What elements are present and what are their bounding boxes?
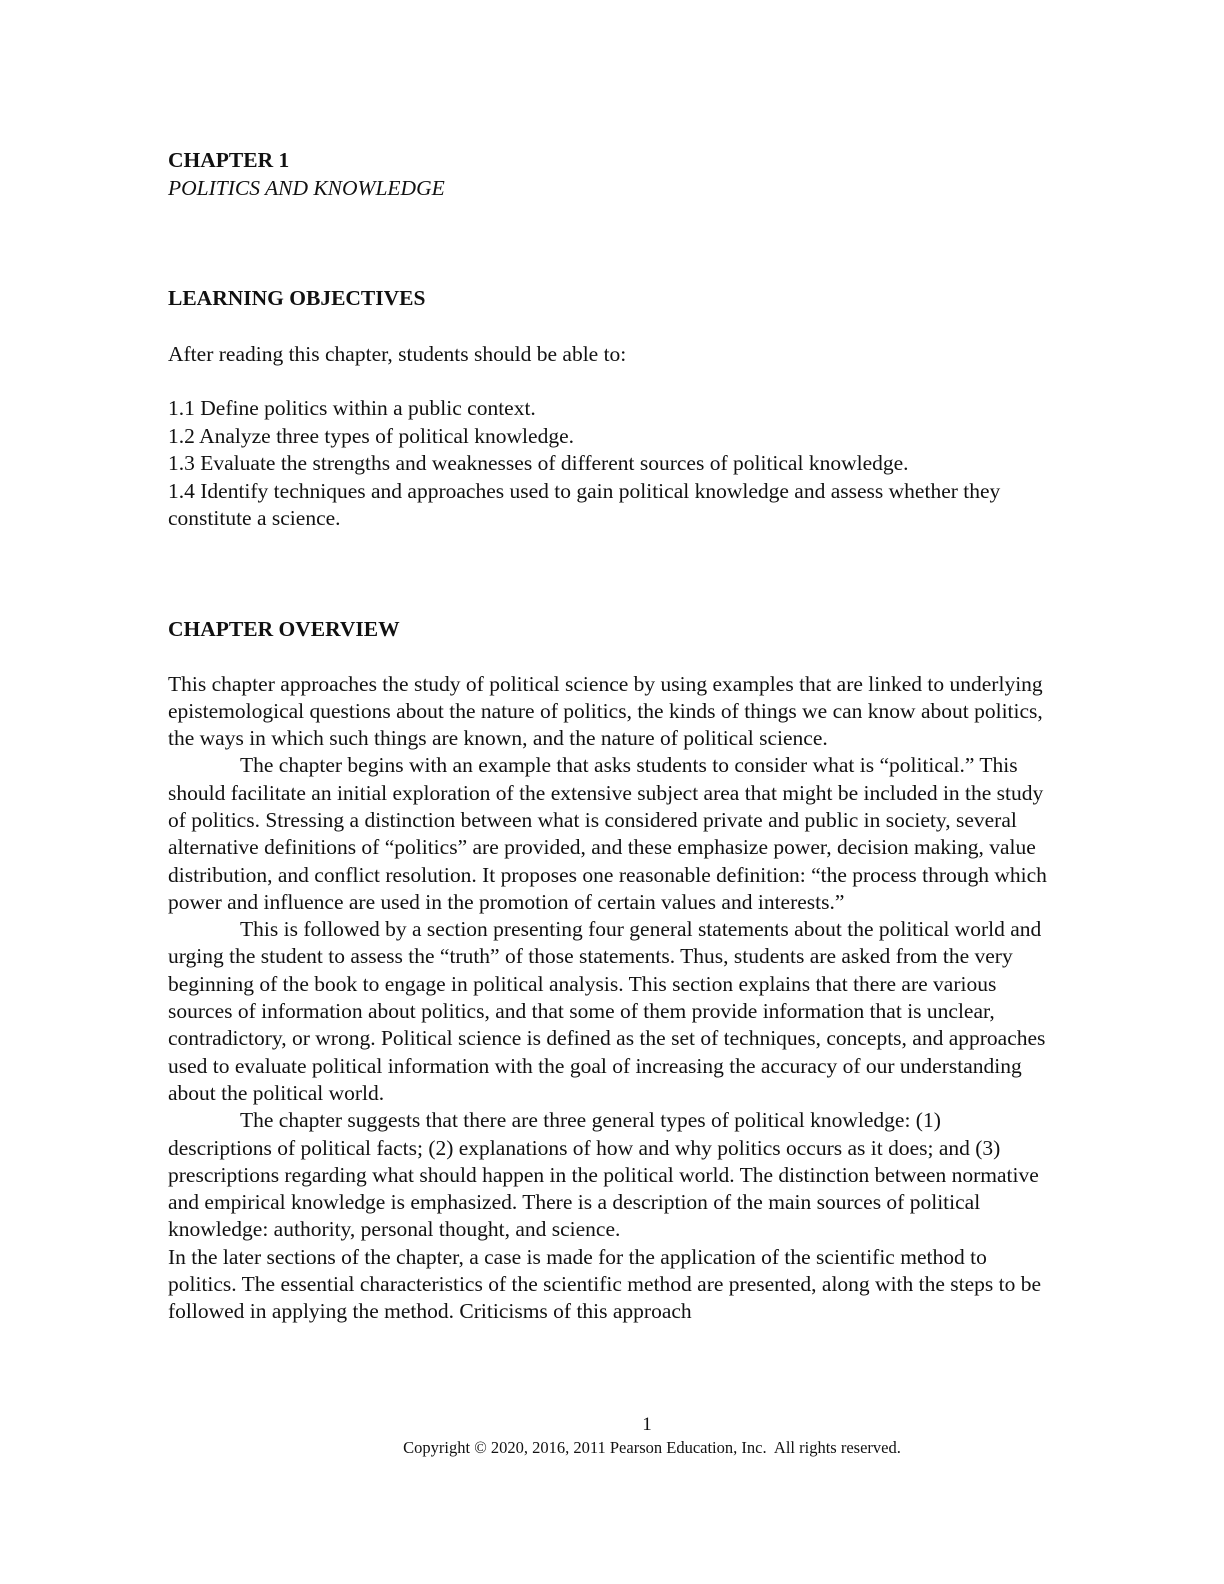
page-number: 1 — [642, 1414, 652, 1435]
objective-item: 1.4 Identify techniques and approaches used to gain political knowledge and assess whether they constitute a science. — [168, 478, 1001, 530]
learning-objectives-intro: After reading this chapter, students should be able to: — [168, 342, 627, 366]
overview-paragraph: This is followed by a section presenting four general statements about the political world and urging the student to assess the “truth” of those statements. Thus, students are asked from the very beginning of the book to engage in political analysis. This section explains that there are various sources of information about politics, and that some of them provide information that is unclear, contradictory, or wrong. Political science is defined as the set of techniques, concepts, and approaches used to evaluate political information with the goal of increasing the accuracy of our understanding about the political world. — [168, 917, 1046, 1105]
page-content — [168, 146, 1048, 1326]
objective-item: 1.2 Analyze three types of political knowledge. — [168, 423, 574, 448]
overview-paragraph: This chapter approaches the study of political science by using examples that are linked to underlying epistemological questions about the nature of politics, the kinds of things we can know about politics, the ways in which such things are known, and the nature of political science. — [168, 671, 1043, 751]
objective-item: 1.1 Define politics within a public context. — [168, 396, 536, 420]
learning-objectives-heading: LEARNING OBJECTIVES — [168, 286, 426, 310]
chapter-overview-body — [168, 671, 1048, 1326]
overview-paragraph: The chapter begins with an example that asks students to consider what is “political.” This should facilitate an initial exploration of the extensive subject area that might be included in the study of politics. Stressing a distinction between what is considered private and public in society, several alternative definitions of “politics” are provided, and these emphasize power, decision making, value distribution, and conflict resolution. It proposes one reasonable definition: “the process through which power and influence are used in the promotion of certain values and interests.” — [168, 753, 1047, 914]
learning-objectives-list — [168, 395, 1048, 533]
copyright-notice: Copyright © 2020, 2016, 2011 Pearson Education, Inc. All rights reserved. — [403, 1438, 901, 1457]
chapter-overview-heading: CHAPTER OVERVIEW — [168, 616, 400, 641]
objective-item: 1.3 Evaluate the strengths and weaknesses of different sources of political knowledge. — [168, 451, 909, 475]
overview-paragraph: In the later sections of the chapter, a case is made for the application of the scientific method to politics. The essential characteristics of the scientific method are presented, along with the steps to be followed in applying the method. Criticisms of this approach — [168, 1244, 1042, 1324]
chapter-title: POLITICS AND KNOWLEDGE — [168, 176, 445, 200]
chapter-label: CHAPTER 1 — [168, 148, 290, 172]
overview-paragraph: The chapter suggests that there are three general types of political knowledge: (1) descriptions of political facts; (2) explanations of how and why politics occurs as it does; and (3) prescriptions regarding what should happen in the political world. The distinction between normative and empirical knowledge is emphasized. There is a description of the main sources of political knowledge: authority, personal thought, and science. — [168, 1108, 1039, 1242]
